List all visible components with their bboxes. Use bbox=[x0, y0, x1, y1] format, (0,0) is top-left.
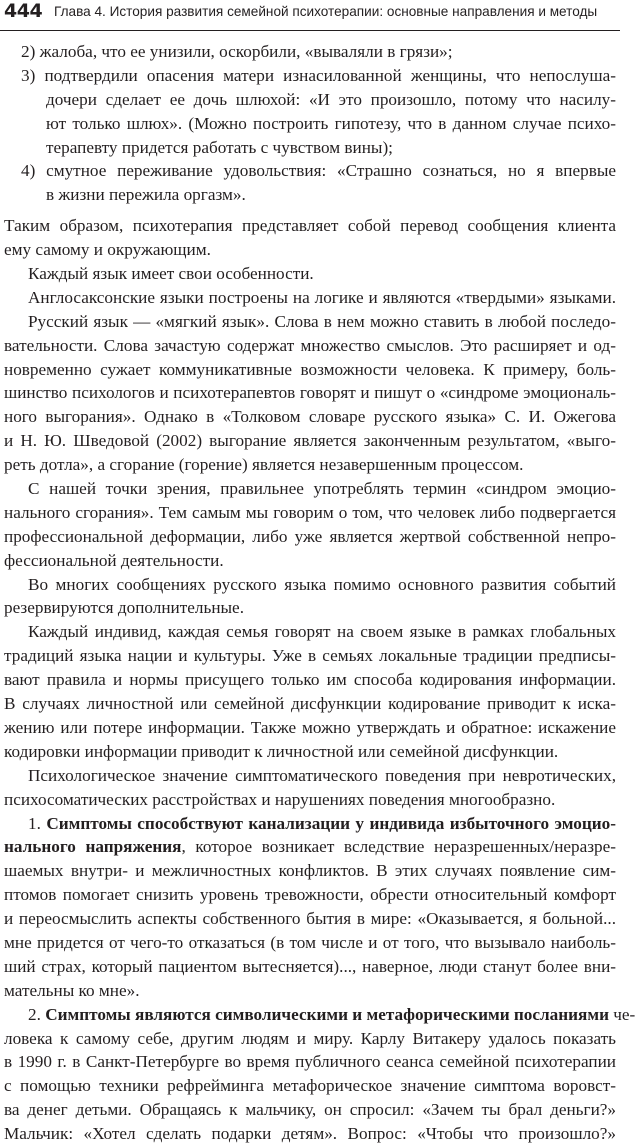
text-line: Англосаксонские языки построены на логике и являются «твердыми» языками. bbox=[28, 287, 616, 307]
text-line: в жизни пережила оргазм». bbox=[46, 185, 246, 205]
text-line: в 1990 г. в Санкт-Петербурге во время публичного сеанса семейной психотерапии bbox=[4, 1052, 616, 1072]
list-item bbox=[4, 159, 616, 207]
text-line: шинство психологов и психотерапевтов говорят и пишут о «синдроме эмоциональ- bbox=[4, 383, 616, 403]
text-line: ловека к самому себе, другим людям и миру. Карлу Витакеру удалось показать bbox=[4, 1028, 616, 1048]
paragraph bbox=[4, 286, 616, 310]
text-line: кодировки информации приводит к личностной или семейной дисфункции. bbox=[4, 741, 559, 761]
text-line: Мальчик: «Хотел сделать подарки детям». Вопрос: «Чтобы что произошло?» bbox=[4, 1124, 616, 1144]
text-line: жению или потере информации. Также можно утверждать и обратное: искажение bbox=[4, 717, 616, 737]
text-line: Во многих сообщениях русского языка помимо основного развития событий bbox=[28, 574, 616, 594]
text-line bbox=[4, 812, 616, 836]
paragraph-symptom-1 bbox=[4, 812, 616, 1003]
text-line: ют только шлюх». (Можно построить гипотезу, что в данном случае психо- bbox=[46, 113, 616, 133]
bold-emphasis: нального напряжения bbox=[4, 837, 182, 857]
list-item bbox=[4, 40, 616, 64]
running-header bbox=[0, 0, 620, 31]
bold-emphasis: Симптомы способствуют канализации у индивида избыточного эмоцио- bbox=[46, 813, 617, 833]
text-line: вают правила и нормы присущего только им способа кодирования информации. bbox=[4, 670, 616, 690]
text-run: че- bbox=[608, 1004, 635, 1024]
text-line bbox=[4, 835, 616, 859]
text-line: мательны ко мне». bbox=[4, 980, 140, 1000]
text-line bbox=[4, 1003, 635, 1027]
paragraph bbox=[4, 262, 616, 286]
text-line: 2) жалоба, что ее унизили, оскорбили, «вываляли в грязи»; bbox=[21, 42, 453, 61]
paragraph bbox=[4, 573, 616, 621]
text-line: 4) смутное переживание удовольствия: «Страшно сознаться, но я впервые bbox=[21, 161, 616, 181]
text-line: Психологическое значение симптоматического поведения при невротических, bbox=[28, 765, 616, 785]
text-line: шаемых внутри- и межличностных конфликтов. В этих случаях появление сим- bbox=[4, 861, 616, 881]
page-body bbox=[4, 40, 635, 1146]
text-line: нального сгорания». Тем самым мы говорим о том, что человек либо подвергается bbox=[4, 502, 616, 522]
text-line: традиций языка нации и культуры. Уже в семьях локальные традиции предписы- bbox=[4, 646, 616, 666]
text-line: и переосмыслить аспекты собственного бытия в мире: «Оказывается, я больной... bbox=[4, 909, 616, 929]
text-line: терапевту придется работать с чувством вины); bbox=[46, 137, 393, 157]
text-line: Каждый язык имеет свои особенности. bbox=[28, 264, 314, 284]
text-line: профессиональной деформации, либо уже является жертвой собственной непро- bbox=[4, 526, 616, 546]
running-head-title: Глава 4. История развития семейной психотерапии: основные направления и методы bbox=[54, 4, 598, 19]
text-line: мне придется от чего-то отказаться (в том числе и от того, что вызывало наиболь- bbox=[4, 932, 616, 952]
page-number: 444 bbox=[4, 0, 43, 22]
bold-emphasis: Симптомы являются символическими и метафорическими посланиями bbox=[45, 1004, 609, 1024]
paragraph bbox=[4, 310, 616, 477]
text-line: ва денег детьми. Обращаясь к мальчику, он спросил: «Зачем ты брал деньги?» bbox=[4, 1100, 616, 1120]
text-line: реть дотла», а сгорание (горение) является незавершенным процессом. bbox=[4, 455, 524, 475]
paragraph bbox=[4, 477, 616, 573]
text-line: Русский язык — «мягкий язык». Слова в нем можно ставить в любой последо- bbox=[28, 311, 616, 331]
text-line: новременно сужает коммуникативные возможности человека. К примеру, боль- bbox=[4, 359, 616, 379]
text-line: дочери сделает ее дочь шлюхой: «И это произошло, потому что насилу- bbox=[46, 89, 616, 109]
numbered-list bbox=[4, 40, 616, 207]
item-number: 1. bbox=[28, 813, 41, 833]
text-line: В случаях личностной или семейной дисфункции кодирование приводит к иска- bbox=[4, 694, 616, 714]
text-run: , которое возникает вследствие неразрешенных/неразре- bbox=[181, 837, 616, 857]
text-line: птомов помогает снизить уровень тревожности, обрести относительный комфорт bbox=[4, 885, 616, 905]
text-line: ший страх, который пациентом вытесняется)..., наверное, люди станут более вни- bbox=[4, 956, 616, 976]
text-line: резервируются дополнительные. bbox=[4, 598, 244, 618]
text-line: ного выгорания». Однако в «Толковом словаре русского языка» С. И. Ожегова bbox=[4, 407, 616, 427]
text-line: С нашей точки зрения, правильнее употреблять термин «синдром эмоцио- bbox=[28, 479, 616, 499]
text-line: психосоматических расстройствах и нарушениях поведения многообразно. bbox=[4, 789, 556, 809]
paragraph bbox=[4, 214, 616, 262]
text-line: 3) подтвердили опасения матери изнасилованной женщины, что непослуша- bbox=[21, 65, 616, 85]
text-line: и Н. Ю. Шведовой (2002) выгорание является законченным результатом, «выго- bbox=[4, 431, 616, 451]
text-line: вательности. Слова зачастую содержат множество смыслов. Это расширяет и од- bbox=[4, 335, 616, 355]
paragraph bbox=[4, 764, 616, 812]
list-item bbox=[4, 64, 616, 160]
text-line: с помощью техники рефрейминга метафорическое значение симптома воровст- bbox=[4, 1076, 616, 1096]
text-line: фессиональной деятельности. bbox=[4, 550, 224, 570]
text-line: Каждый индивид, каждая семья говорят на своем языке в рамках глобальных bbox=[28, 622, 616, 642]
paragraph bbox=[4, 620, 616, 763]
text-line: Таким образом, психотерапия представляет собой перевод сообщения клиента bbox=[4, 216, 616, 236]
paragraph-symptom-2 bbox=[4, 1003, 635, 1146]
text-line: ему самому и окружающим. bbox=[4, 240, 211, 260]
item-number: 2. bbox=[28, 1004, 41, 1024]
